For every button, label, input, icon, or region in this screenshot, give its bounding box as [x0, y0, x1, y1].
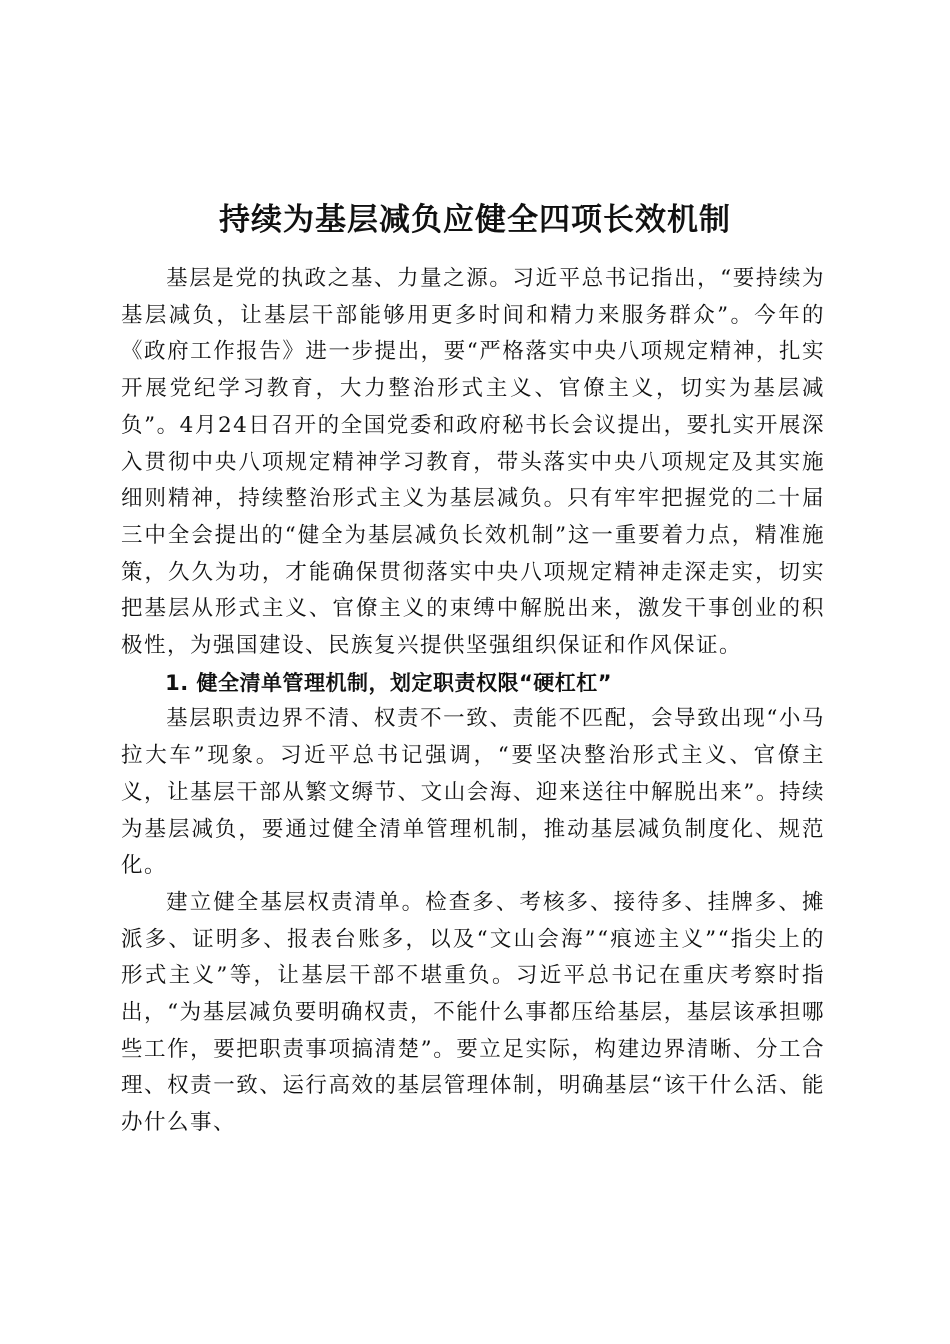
section-1-paragraph-2: 建立健全基层权责清单。检查多、考核多、接待多、挂牌多、摊派多、证明多、报表台账多，以及“文山会海”“痕迹主义”“指尖上的形式主义”等，让基层干部不堪重负。习近平总书记在重庆考察时指出，“为基层减负要明确权责，不能什么事都压给基层，基层该承担哪些工作，要把职责事项搞清楚”。要立足实际，构建边界清晰、分工合理、权责一致、运行高效的基层管理体制，明确基层“该干什么活、能办什么事、	[121, 889, 825, 1136]
section-1-paragraph-1: 基层职责边界不清、权责不一致、责能不匹配，会导致出现“小马拉大车”现象。习近平总书记强调，“要坚决整治形式主义、官僚主义，让基层干部从繁文缛节、文山会海、迎来送往中解脱出来”。持续为基层减负，要通过健全清单管理机制，推动基层减负制度化、规范化。	[121, 706, 825, 879]
section-1-heading: 1. 健全清单管理机制，划定职责权限“硬杠杠”	[165, 670, 613, 695]
intro-paragraph: 基层是党的执政之基、力量之源。习近平总书记指出，“要持续为基层减负，让基层干部能够用更多时间和精力来服务群众”。今年的《政府工作报告》进一步提出，要“严格落实中央八项规定精神，扎实开展党纪学习教育，大力整治形式主义、官僚主义，切实为基层减负”。4月24日召开的全国党委和政府秘书长会议提出，要扎实开展深入贯彻中央八项规定精神学习教育，带头落实中央八项规定及其实施细则精神，持续整治形式主义为基层减负。只有牢牢把握党的二十届三中全会提出的“健全为基层减负长效机制”这一重要着力点，精准施策，久久为功，才能确保贯彻落实中央八项规定精神走深走实，切实把基层从形式主义、官僚主义的束缚中解脱出来，激发干事创业的积极性，为强国建设、民族复兴提供坚强组织保证和作风保证。	[121, 266, 825, 659]
document-title: 持续为基层减负应健全四项长效机制	[219, 202, 731, 238]
document-body	[121, 261, 825, 1142]
